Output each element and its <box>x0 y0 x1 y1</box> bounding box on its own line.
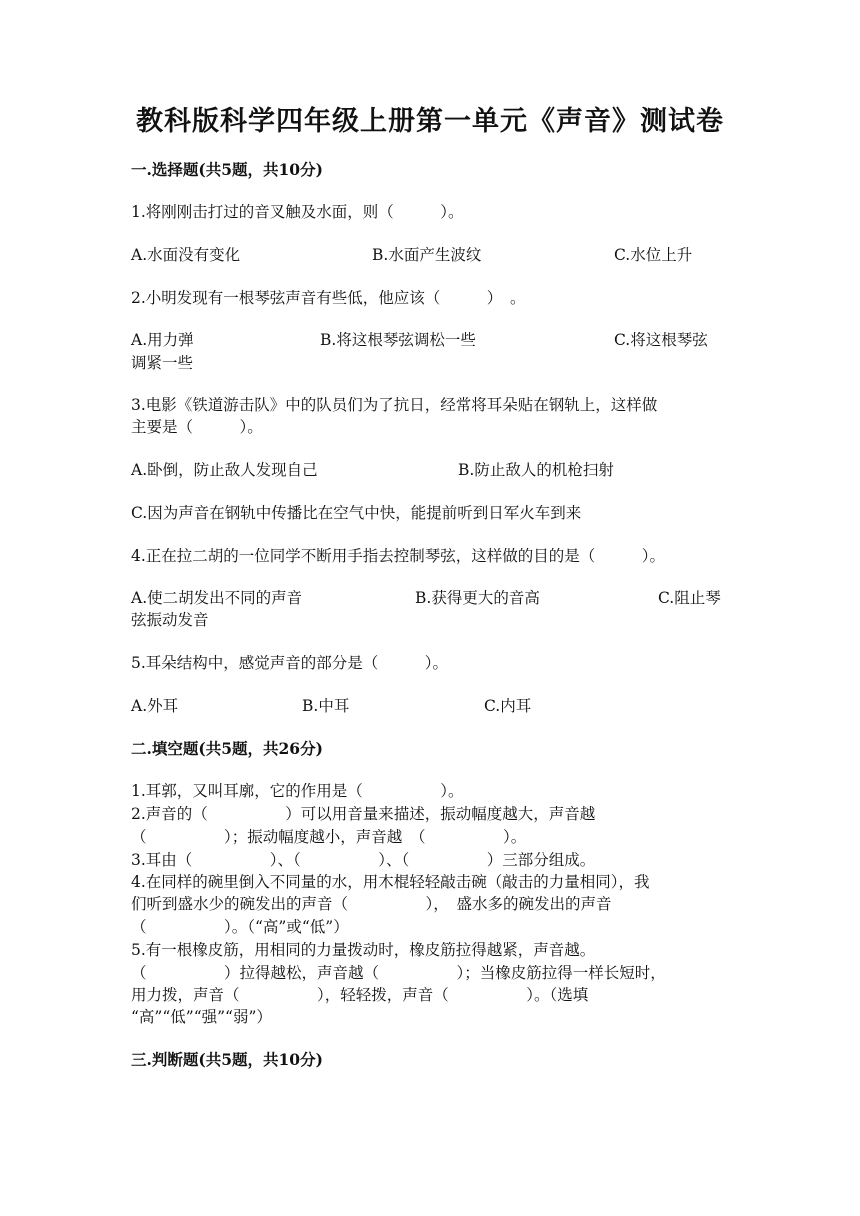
fill-line-1: 1.耳郭，又叫耳廓，它的作用是（ ）。 <box>131 782 464 800</box>
section-heading-fill: 二.填空题(共5题，共26分) <box>131 739 323 758</box>
section-heading-choice: 一.选择题(共5题，共10分) <box>131 160 323 179</box>
question-5-stem: 5.耳朵结构中，感觉声音的部分是（ ）。 <box>131 654 449 672</box>
question-2-option-b: B.将这根琴弦调松一些 <box>320 331 476 349</box>
fill-line-9: （ ）拉得越松，声音越（ ）；当橡皮筋拉得一样长短时， <box>131 964 666 982</box>
fill-line-8: 5.有一根橡皮筋，用相同的力量拨动时，橡皮筋拉得越紧，声音越。 <box>131 941 596 959</box>
question-2-option-c: C.将这根琴弦 <box>614 331 708 349</box>
fill-line-3: （ ）；振动幅度越小，声音越 （ ）。 <box>131 828 527 846</box>
question-3-option-a: A.卧倒，防止敌人发现自己 <box>131 461 318 479</box>
question-1-option-b: B.水面产生波纹 <box>372 246 482 264</box>
question-2-stem: 2.小明发现有一根琴弦声音有些低，他应该（ ） 。 <box>131 289 526 307</box>
question-4-option-c-continued: 弦振动发音 <box>131 611 209 629</box>
fill-line-4: 3.耳由（ ）、（ ）、（ ）三部分组成。 <box>131 851 596 869</box>
question-3-stem-line-1: 3.电影《铁道游击队》中的队员们为了抗日，经常将耳朵贴在钢轨上，这样做 <box>131 396 658 414</box>
fill-line-10: 用力拨，声音（ ），轻轻拨，声音（ ）。（选填 <box>131 986 589 1004</box>
question-3-option-b: B.防止敌人的机枪扫射 <box>458 461 614 479</box>
fill-line-5: 4.在同样的碗里倒入不同量的水，用木棍轻轻敲击碗（敲击的力量相同），我 <box>131 873 650 891</box>
fill-line-7: （ ）。（“高”或“低”） <box>131 918 349 936</box>
page-title: 教科版科学四年级上册第一单元《声音》测试卷 <box>136 106 724 137</box>
section-heading-judgement: 三.判断题(共5题，共10分) <box>131 1050 323 1069</box>
question-5-option-a: A.外耳 <box>131 697 179 715</box>
question-3-stem-line-2: 主要是（ ）。 <box>131 418 263 436</box>
question-5-option-c: C.内耳 <box>484 697 532 715</box>
question-3-option-c: C.因为声音在钢轨中传播比在空气中快，能提前听到日军火车到来 <box>131 504 582 522</box>
question-4-option-a: A.使二胡发出不同的声音 <box>131 589 303 607</box>
question-1-option-c: C.水位上升 <box>614 246 693 264</box>
question-4-option-c: C.阻止琴 <box>658 589 721 607</box>
question-4-option-b: B.获得更大的音高 <box>415 589 540 607</box>
fill-line-2: 2.声音的（ ）可以用音量来描述，振动幅度越大，声音越 <box>131 805 596 823</box>
question-2-option-a: A.用力弹 <box>131 331 194 349</box>
fill-line-6: 们听到盛水少的碗发出的声音（ ）， 盛水多的碗发出的声音 <box>131 895 612 913</box>
question-2-option-c-continued: 调紧一些 <box>131 354 194 372</box>
question-1-stem: 1.将刚刚击打过的音叉触及水面，则（ ）。 <box>131 203 464 221</box>
question-4-stem: 4.正在拉二胡的一位同学不断用手指去控制琴弦，这样做的目的是（ ）。 <box>131 547 666 565</box>
question-1-option-a: A.水面没有变化 <box>131 246 241 264</box>
fill-line-11: “高”“低”“强”“弱”） <box>131 1008 272 1026</box>
question-5-option-b: B.中耳 <box>302 697 350 715</box>
